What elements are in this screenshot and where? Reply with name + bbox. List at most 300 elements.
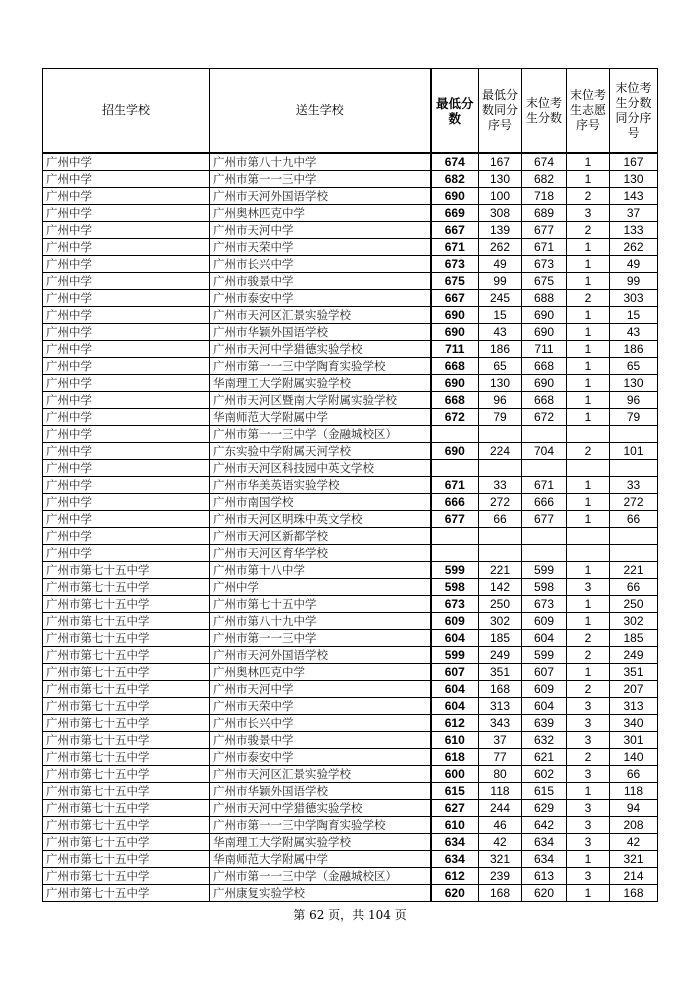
table-row — [43, 715, 658, 732]
cell-last-rank: 101 — [610, 443, 658, 460]
cell-last-choice: 1 — [567, 153, 610, 171]
table-row — [43, 681, 658, 698]
cell-min-score-rank: 321 — [479, 851, 522, 868]
cell-last-choice: 1 — [567, 273, 610, 290]
cell-recruit-school: 广州市第七十五中学 — [43, 800, 210, 817]
header-min-score: 最低分数 — [431, 69, 479, 154]
cell-last-score — [522, 426, 567, 443]
cell-sender-school: 广州市天河外国语学校 — [210, 647, 431, 664]
cell-recruit-school: 广州中学 — [43, 324, 210, 341]
cell-last-score: 675 — [522, 273, 567, 290]
cell-sender-school: 华南师范大学附属中学 — [210, 851, 431, 868]
cell-last-rank: 272 — [610, 494, 658, 511]
table-row — [43, 426, 658, 443]
header-sender-school: 送生学校 — [210, 69, 431, 154]
cell-last-rank: 43 — [610, 324, 658, 341]
cell-sender-school: 广州市华美英语实验学校 — [210, 477, 431, 494]
cell-last-choice: 2 — [567, 749, 610, 766]
table-row — [43, 613, 658, 630]
cell-recruit-school: 广州市第七十五中学 — [43, 596, 210, 613]
cell-last-score: 682 — [522, 171, 567, 188]
cell-last-choice: 2 — [567, 222, 610, 239]
cell-last-choice — [567, 426, 610, 443]
cell-recruit-school: 广州市第七十五中学 — [43, 885, 210, 902]
cell-sender-school: 广州奥林匹克中学 — [210, 664, 431, 681]
cell-recruit-school: 广州市第七十五中学 — [43, 749, 210, 766]
cell-min-score-rank: 343 — [479, 715, 522, 732]
cell-min-score-rank: 186 — [479, 341, 522, 358]
cell-last-score: 666 — [522, 494, 567, 511]
table-row — [43, 341, 658, 358]
table-row — [43, 477, 658, 494]
cell-sender-school: 广州市南国学校 — [210, 494, 431, 511]
cell-last-rank: 130 — [610, 171, 658, 188]
cell-last-score: 704 — [522, 443, 567, 460]
cell-sender-school: 广州市天河区汇景实验学校 — [210, 307, 431, 324]
table-row — [43, 494, 658, 511]
cell-last-score: 634 — [522, 834, 567, 851]
cell-recruit-school: 广州市第七十五中学 — [43, 630, 210, 647]
cell-last-score: 599 — [522, 647, 567, 664]
header-last-choice: 末位考生志愿序号 — [567, 69, 610, 154]
cell-min-score-rank: 33 — [479, 477, 522, 494]
cell-last-choice: 1 — [567, 477, 610, 494]
cell-last-rank: 185 — [610, 630, 658, 647]
table-row — [43, 511, 658, 528]
cell-min-score: 674 — [431, 153, 479, 171]
cell-min-score: 690 — [431, 188, 479, 205]
cell-last-choice: 1 — [567, 664, 610, 681]
cell-last-choice: 1 — [567, 341, 610, 358]
cell-last-choice: 1 — [567, 851, 610, 868]
cell-sender-school: 华南师范大学附属中学 — [210, 409, 431, 426]
cell-recruit-school: 广州中学 — [43, 511, 210, 528]
cell-last-choice: 1 — [567, 409, 610, 426]
cell-last-score: 602 — [522, 766, 567, 783]
table-row — [43, 239, 658, 256]
table-row — [43, 188, 658, 205]
cell-last-choice: 2 — [567, 681, 610, 698]
cell-min-score: 612 — [431, 868, 479, 885]
cell-min-score-rank: 130 — [479, 171, 522, 188]
table-row — [43, 664, 658, 681]
table-row — [43, 698, 658, 715]
cell-sender-school: 广州市天河区新都学校 — [210, 528, 431, 545]
cell-last-score: 690 — [522, 307, 567, 324]
cell-last-choice: 3 — [567, 766, 610, 783]
cell-last-choice: 2 — [567, 443, 610, 460]
cell-sender-school: 广州市第七十五中学 — [210, 596, 431, 613]
cell-last-choice: 3 — [567, 732, 610, 749]
cell-recruit-school: 广州中学 — [43, 443, 210, 460]
cell-min-score: 690 — [431, 375, 479, 392]
cell-min-score-rank: 49 — [479, 256, 522, 273]
cell-last-choice: 1 — [567, 596, 610, 613]
cell-last-choice: 2 — [567, 188, 610, 205]
cell-recruit-school: 广州中学 — [43, 256, 210, 273]
cell-recruit-school: 广州市第七十五中学 — [43, 766, 210, 783]
cell-sender-school: 广州市天河中学猎德实验学校 — [210, 800, 431, 817]
cell-last-rank: 351 — [610, 664, 658, 681]
cell-sender-school: 广州市长兴中学 — [210, 256, 431, 273]
cell-recruit-school: 广州中学 — [43, 477, 210, 494]
cell-sender-school: 广州市骏景中学 — [210, 732, 431, 749]
cell-min-score: 607 — [431, 664, 479, 681]
table-row — [43, 749, 658, 766]
cell-sender-school: 广州市第八十九中学 — [210, 613, 431, 630]
cell-min-score — [431, 528, 479, 545]
cell-recruit-school: 广州中学 — [43, 171, 210, 188]
cell-sender-school: 广州市第一一三中学陶育实验学校 — [210, 358, 431, 375]
cell-recruit-school: 广州市第七十五中学 — [43, 868, 210, 885]
cell-last-rank: 313 — [610, 698, 658, 715]
cell-last-rank: 340 — [610, 715, 658, 732]
cell-min-score: 675 — [431, 273, 479, 290]
cell-last-choice: 1 — [567, 375, 610, 392]
cell-last-choice: 3 — [567, 698, 610, 715]
cell-sender-school: 广州市华颖外国语学校 — [210, 783, 431, 800]
cell-last-score: 718 — [522, 188, 567, 205]
cell-sender-school: 广州市泰安中学 — [210, 749, 431, 766]
cell-min-score: 711 — [431, 341, 479, 358]
cell-sender-school: 广州奥林匹克中学 — [210, 205, 431, 222]
cell-last-rank: 208 — [610, 817, 658, 834]
cell-recruit-school: 广州市第七十五中学 — [43, 579, 210, 596]
cell-min-score-rank: 245 — [479, 290, 522, 307]
table-row — [43, 579, 658, 596]
table-row — [43, 205, 658, 222]
cell-last-score: 639 — [522, 715, 567, 732]
cell-last-score — [522, 545, 567, 562]
cell-min-score: 612 — [431, 715, 479, 732]
cell-min-score: 690 — [431, 324, 479, 341]
cell-last-rank: 167 — [610, 153, 658, 171]
cell-min-score — [431, 460, 479, 477]
cell-min-score-rank: 139 — [479, 222, 522, 239]
cell-min-score-rank: 96 — [479, 392, 522, 409]
cell-last-choice: 2 — [567, 647, 610, 664]
cell-last-rank: 140 — [610, 749, 658, 766]
cell-last-rank: 302 — [610, 613, 658, 630]
cell-min-score-rank: 313 — [479, 698, 522, 715]
cell-last-rank: 66 — [610, 511, 658, 528]
cell-min-score: 667 — [431, 290, 479, 307]
cell-min-score: 690 — [431, 307, 479, 324]
cell-last-rank — [610, 545, 658, 562]
table-row — [43, 766, 658, 783]
table-row — [43, 358, 658, 375]
cell-last-score: 668 — [522, 392, 567, 409]
cell-sender-school: 广州市第一一三中学（金融城校区） — [210, 426, 431, 443]
cell-sender-school: 广州市第一一三中学 — [210, 630, 431, 647]
cell-sender-school: 广州市天河外国语学校 — [210, 188, 431, 205]
cell-last-rank: 186 — [610, 341, 658, 358]
cell-last-rank — [610, 426, 658, 443]
table-row — [43, 630, 658, 647]
cell-last-score: 690 — [522, 375, 567, 392]
cell-last-rank: 33 — [610, 477, 658, 494]
cell-last-score: 604 — [522, 630, 567, 647]
cell-last-rank: 303 — [610, 290, 658, 307]
cell-min-score: 666 — [431, 494, 479, 511]
cell-min-score: 604 — [431, 630, 479, 647]
cell-last-choice: 1 — [567, 783, 610, 800]
cell-sender-school: 广州康复实验学校 — [210, 885, 431, 902]
cell-last-choice: 2 — [567, 290, 610, 307]
cell-last-score: 673 — [522, 596, 567, 613]
cell-last-choice: 3 — [567, 715, 610, 732]
cell-recruit-school: 广州市第七十五中学 — [43, 562, 210, 579]
cell-min-score-rank: 272 — [479, 494, 522, 511]
cell-min-score-rank — [479, 545, 522, 562]
cell-last-score: 604 — [522, 698, 567, 715]
table-row — [43, 273, 658, 290]
table-row — [43, 392, 658, 409]
cell-min-score-rank: 221 — [479, 562, 522, 579]
cell-last-score: 673 — [522, 256, 567, 273]
cell-min-score-rank: 80 — [479, 766, 522, 783]
cell-last-choice: 3 — [567, 800, 610, 817]
cell-last-choice: 2 — [567, 630, 610, 647]
cell-recruit-school: 广州中学 — [43, 290, 210, 307]
cell-min-score-rank: 262 — [479, 239, 522, 256]
table-row — [43, 596, 658, 613]
cell-min-score: 600 — [431, 766, 479, 783]
cell-min-score: 599 — [431, 562, 479, 579]
cell-recruit-school: 广州市第七十五中学 — [43, 647, 210, 664]
cell-last-rank: 321 — [610, 851, 658, 868]
cell-last-rank: 65 — [610, 358, 658, 375]
cell-recruit-school: 广州中学 — [43, 392, 210, 409]
cell-recruit-school: 广州中学 — [43, 409, 210, 426]
cell-sender-school: 广州市华颖外国语学校 — [210, 324, 431, 341]
cell-min-score-rank: 99 — [479, 273, 522, 290]
cell-last-rank: 249 — [610, 647, 658, 664]
cell-min-score-rank — [479, 528, 522, 545]
cell-recruit-school: 广州中学 — [43, 188, 210, 205]
cell-min-score: 627 — [431, 800, 479, 817]
cell-last-choice: 3 — [567, 817, 610, 834]
cell-last-score: 689 — [522, 205, 567, 222]
cell-sender-school: 广州市骏景中学 — [210, 273, 431, 290]
table-row — [43, 834, 658, 851]
cell-last-score: 688 — [522, 290, 567, 307]
cell-last-choice: 1 — [567, 324, 610, 341]
cell-recruit-school: 广州市第七十五中学 — [43, 664, 210, 681]
cell-min-score: 667 — [431, 222, 479, 239]
cell-min-score: 634 — [431, 851, 479, 868]
cell-recruit-school: 广州中学 — [43, 375, 210, 392]
cell-recruit-school: 广州市第七十五中学 — [43, 851, 210, 868]
cell-min-score — [431, 426, 479, 443]
header-recruit-school: 招生学校 — [43, 69, 210, 154]
cell-last-choice: 1 — [567, 613, 610, 630]
cell-recruit-school: 广州中学 — [43, 494, 210, 511]
cell-sender-school: 华南理工大学附属实验学校 — [210, 375, 431, 392]
cell-min-score-rank: 249 — [479, 647, 522, 664]
cell-min-score-rank: 244 — [479, 800, 522, 817]
table-row — [43, 460, 658, 477]
table-row — [43, 409, 658, 426]
cell-min-score: 672 — [431, 409, 479, 426]
table-row — [43, 647, 658, 664]
cell-last-choice: 1 — [567, 171, 610, 188]
cell-last-score: 620 — [522, 885, 567, 902]
cell-min-score: 673 — [431, 256, 479, 273]
admission-table — [42, 68, 658, 902]
cell-last-choice: 3 — [567, 579, 610, 596]
cell-min-score: 668 — [431, 392, 479, 409]
cell-sender-school: 广州中学 — [210, 579, 431, 596]
cell-last-score: 671 — [522, 477, 567, 494]
cell-sender-school: 广州市天荣中学 — [210, 239, 431, 256]
cell-last-score: 598 — [522, 579, 567, 596]
cell-recruit-school: 广州中学 — [43, 341, 210, 358]
header-last-rank: 末位考生分数同分序号 — [610, 69, 658, 154]
cell-min-score: 673 — [431, 596, 479, 613]
cell-recruit-school: 广州中学 — [43, 273, 210, 290]
cell-last-rank: 250 — [610, 596, 658, 613]
table-row — [43, 545, 658, 562]
table-row — [43, 783, 658, 800]
cell-sender-school: 广州市第一一三中学（金融城校区） — [210, 868, 431, 885]
cell-last-score: 690 — [522, 324, 567, 341]
cell-min-score-rank: 168 — [479, 681, 522, 698]
cell-last-rank: 214 — [610, 868, 658, 885]
cell-last-score: 629 — [522, 800, 567, 817]
table-row — [43, 851, 658, 868]
cell-min-score-rank: 224 — [479, 443, 522, 460]
cell-last-choice: 1 — [567, 494, 610, 511]
cell-min-score-rank: 15 — [479, 307, 522, 324]
cell-last-score: 677 — [522, 222, 567, 239]
cell-last-score: 668 — [522, 358, 567, 375]
header-last-score: 末位考生分数 — [522, 69, 567, 154]
cell-recruit-school: 广州中学 — [43, 222, 210, 239]
cell-min-score-rank: 37 — [479, 732, 522, 749]
table-row — [43, 562, 658, 579]
cell-last-score: 677 — [522, 511, 567, 528]
cell-last-score: 607 — [522, 664, 567, 681]
cell-min-score-rank — [479, 426, 522, 443]
cell-min-score-rank: 77 — [479, 749, 522, 766]
table-row — [43, 732, 658, 749]
cell-last-score: 609 — [522, 613, 567, 630]
cell-recruit-school: 广州中学 — [43, 528, 210, 545]
cell-last-rank: 221 — [610, 562, 658, 579]
cell-recruit-school: 广州市第七十五中学 — [43, 613, 210, 630]
table-row — [43, 256, 658, 273]
cell-last-rank: 262 — [610, 239, 658, 256]
cell-min-score: 615 — [431, 783, 479, 800]
cell-min-score-rank: 118 — [479, 783, 522, 800]
cell-min-score-rank: 302 — [479, 613, 522, 630]
cell-sender-school: 广州市天河区暨南大学附属实验学校 — [210, 392, 431, 409]
cell-last-score: 672 — [522, 409, 567, 426]
cell-sender-school: 广州市长兴中学 — [210, 715, 431, 732]
cell-last-rank — [610, 528, 658, 545]
table-row — [43, 375, 658, 392]
cell-min-score — [431, 545, 479, 562]
cell-min-score: 634 — [431, 834, 479, 851]
cell-min-score-rank: 167 — [479, 153, 522, 171]
cell-min-score-rank: 65 — [479, 358, 522, 375]
header-row — [43, 69, 658, 154]
cell-last-rank: 66 — [610, 766, 658, 783]
cell-last-score: 642 — [522, 817, 567, 834]
cell-min-score-rank: 168 — [479, 885, 522, 902]
cell-min-score-rank: 142 — [479, 579, 522, 596]
page-footer: 第 62 页，共 104 页 — [293, 908, 407, 922]
table-row — [43, 324, 658, 341]
cell-min-score-rank: 250 — [479, 596, 522, 613]
cell-sender-school: 广州市天荣中学 — [210, 698, 431, 715]
cell-min-score: 604 — [431, 698, 479, 715]
cell-recruit-school: 广州市第七十五中学 — [43, 698, 210, 715]
table-row — [43, 817, 658, 834]
cell-recruit-school: 广州中学 — [43, 545, 210, 562]
cell-last-rank: 207 — [610, 681, 658, 698]
cell-sender-school: 广州市天河中学 — [210, 681, 431, 698]
cell-recruit-school: 广州市第七十五中学 — [43, 783, 210, 800]
cell-last-score: 615 — [522, 783, 567, 800]
cell-sender-school: 广州市泰安中学 — [210, 290, 431, 307]
table-row — [43, 443, 658, 460]
cell-last-score: 613 — [522, 868, 567, 885]
cell-sender-school: 广州市天河区育华学校 — [210, 545, 431, 562]
table-row — [43, 800, 658, 817]
cell-last-rank: 118 — [610, 783, 658, 800]
cell-min-score: 671 — [431, 477, 479, 494]
cell-min-score: 669 — [431, 205, 479, 222]
cell-last-rank: 37 — [610, 205, 658, 222]
cell-last-rank: 130 — [610, 375, 658, 392]
cell-min-score: 620 — [431, 885, 479, 902]
table-row — [43, 528, 658, 545]
cell-min-score-rank: 239 — [479, 868, 522, 885]
cell-last-choice: 1 — [567, 885, 610, 902]
cell-recruit-school: 广州中学 — [43, 307, 210, 324]
cell-recruit-school: 广州市第七十五中学 — [43, 834, 210, 851]
cell-last-rank: 15 — [610, 307, 658, 324]
cell-last-rank: 301 — [610, 732, 658, 749]
cell-recruit-school: 广州中学 — [43, 358, 210, 375]
cell-min-score: 610 — [431, 817, 479, 834]
cell-min-score-rank: 351 — [479, 664, 522, 681]
cell-last-score — [522, 528, 567, 545]
cell-last-score: 634 — [522, 851, 567, 868]
cell-recruit-school: 广州中学 — [43, 460, 210, 477]
cell-min-score: 604 — [431, 681, 479, 698]
cell-last-choice: 3 — [567, 834, 610, 851]
table-row — [43, 307, 658, 324]
cell-last-rank: 49 — [610, 256, 658, 273]
cell-last-choice: 1 — [567, 392, 610, 409]
cell-recruit-school: 广州市第七十五中学 — [43, 732, 210, 749]
cell-min-score: 671 — [431, 239, 479, 256]
cell-last-choice: 1 — [567, 358, 610, 375]
cell-min-score: 609 — [431, 613, 479, 630]
cell-min-score-rank: 66 — [479, 511, 522, 528]
cell-min-score: 599 — [431, 647, 479, 664]
cell-last-score: 711 — [522, 341, 567, 358]
cell-last-score — [522, 460, 567, 477]
cell-min-score: 668 — [431, 358, 479, 375]
cell-last-score: 599 — [522, 562, 567, 579]
cell-recruit-school: 广州市第七十五中学 — [43, 681, 210, 698]
cell-min-score-rank: 308 — [479, 205, 522, 222]
table-row — [43, 885, 658, 902]
